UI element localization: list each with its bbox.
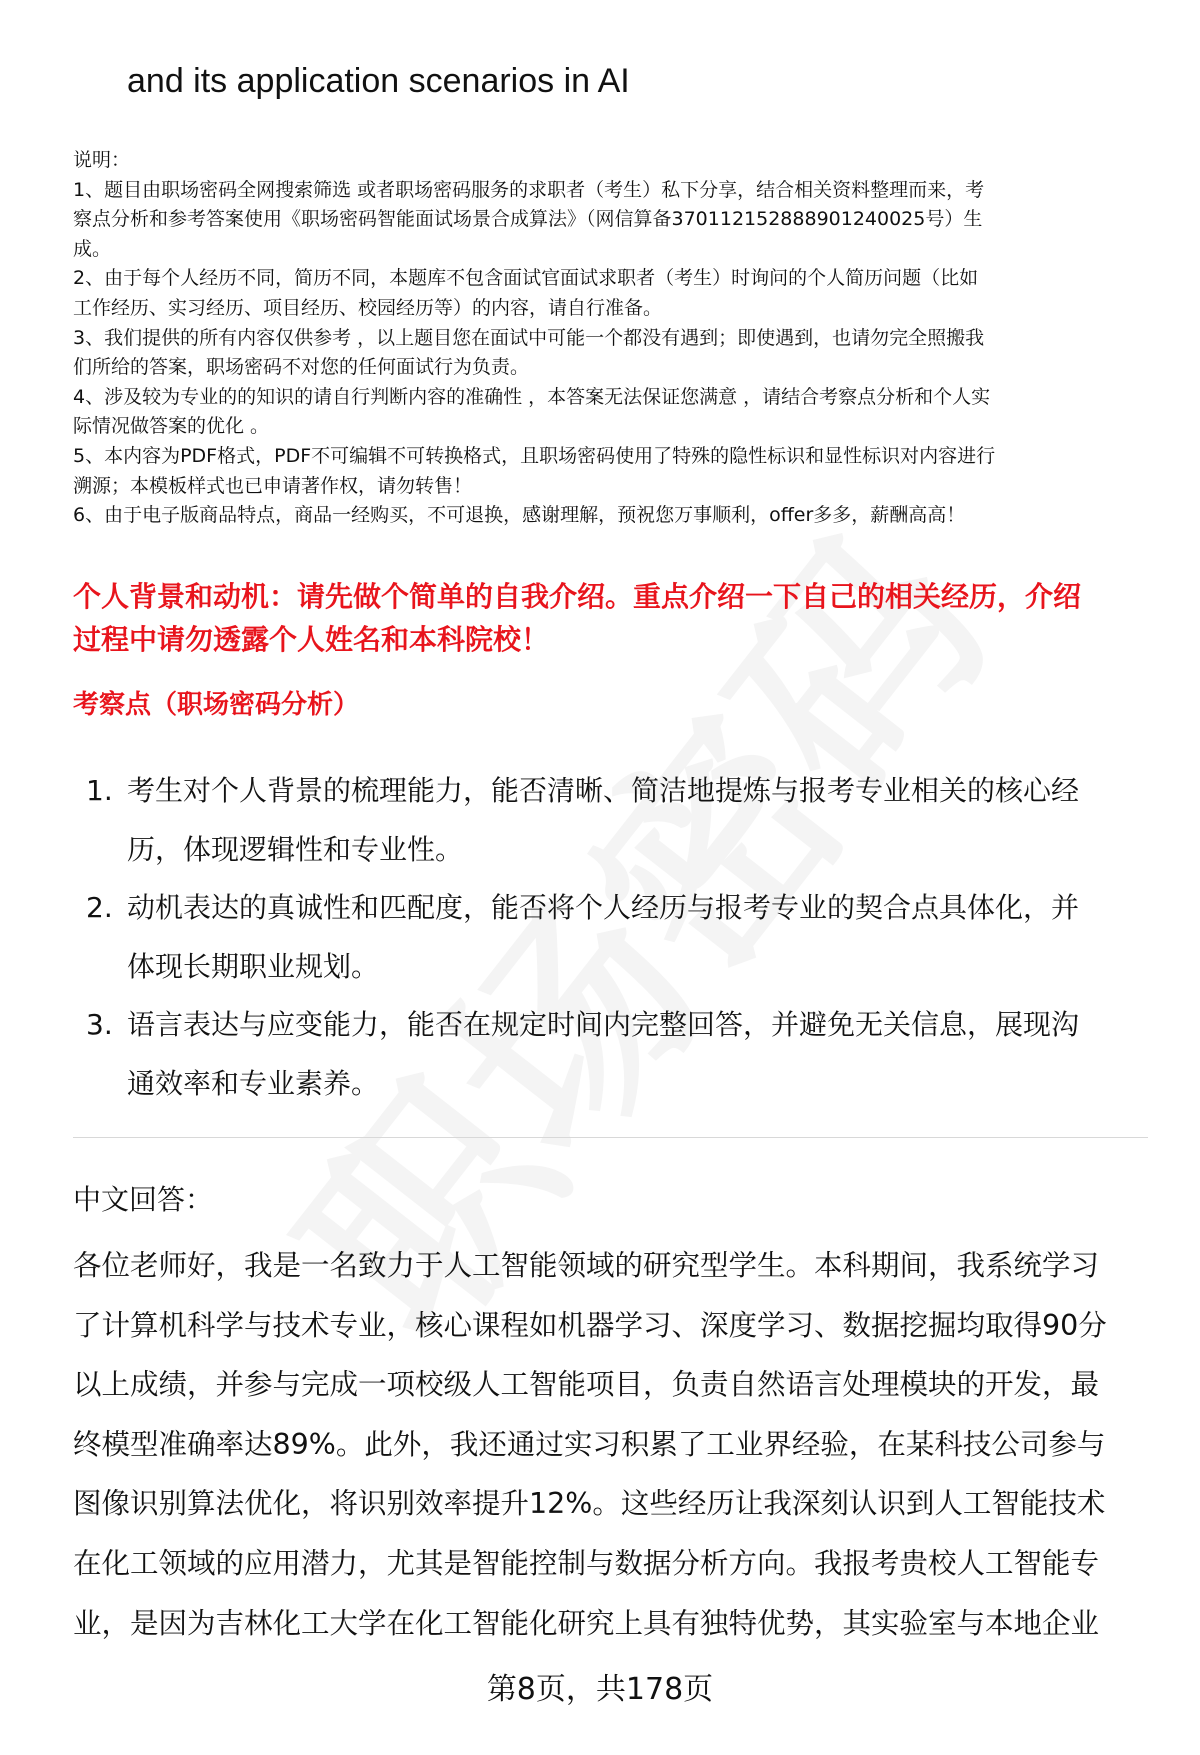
note-line: 际情况做答案的优化 。 <box>73 415 270 438</box>
assessment-points-heading: 考察点（职场密码分析） <box>73 690 360 720</box>
notes-heading: 说明： <box>73 149 131 171</box>
answer-line: 各位老师好，我是一名致力于人工智能领域的研究型学生。本科期间，我系统学习 <box>73 1249 1100 1282</box>
note-line: 5、本内容为PDF格式，PDF不可编辑不可转换格式，且职场密码使用了特殊的隐性标识和显性标识对内容进行 <box>73 444 996 467</box>
note-line: 们所给的答案，职场密码不对您的任何面试行为负责。 <box>73 356 530 379</box>
list-item-line: 语言表达与应变能力，能否在规定时间内完整回答，并避免无关信息，展现沟 <box>127 1008 1080 1041</box>
section-divider <box>73 1137 1148 1138</box>
note-line: 工作经历、实习经历、项目经历、校园经历等）的内容，请自行准备。 <box>73 296 663 319</box>
page-title: and its application scenarios in AI <box>127 62 630 100</box>
note-line: 察点分析和参考答案使用《职场密码智能面试场景合成算法》（网信算备370112152888901240025号）生 <box>73 208 983 231</box>
list-item-line: 考生对个人背景的梳理能力，能否清晰、简洁地提炼与报考专业相关的核心经 <box>127 774 1080 807</box>
list-item-line: 历，体现逻辑性和专业性。 <box>127 832 464 866</box>
list-item-line: 通效率和专业素养。 <box>127 1066 380 1100</box>
list-item <box>73 762 1173 879</box>
note-line: 成。 <box>73 237 112 260</box>
question-line: 过程中请勿透露个人姓名和本科院校！ <box>73 623 550 656</box>
list-item <box>73 879 1173 996</box>
note-line: 1、题目由职场密码全网搜索筛选 或者职场密码服务的求职者（考生）私下分享，结合相关资料整理而来，考 <box>73 178 985 201</box>
note-line: 6、由于电子版商品特点，商品一经购买，不可退换，感谢理解，预祝您万事顺利，offer多多，薪酬高高！ <box>73 504 966 527</box>
note-line: 2、由于每个人经历不同，简历不同，本题库不包含面试官面试求职者（考生）时询问的个人简历问题（比如 <box>73 267 979 290</box>
page-number-footer: 第8页，共178页 <box>486 1672 714 1707</box>
notes-section <box>73 146 1173 531</box>
note-line: 溯源；本模板样式也已申请著作权，请勿转售！ <box>73 474 473 497</box>
answer-line: 在化工领域的应用潜力，尤其是智能控制与数据分析方向。我报考贵校人工智能专 <box>73 1546 1100 1580</box>
list-item-line: 动机表达的真诚性和匹配度，能否将个人经历与报考专业的契合点具体化，并 <box>127 891 1080 924</box>
answer-line: 业，是因为吉林化工大学在化工智能化研究上具有独特优势，其实验室与本地企业 <box>73 1606 1100 1640</box>
list-item <box>73 996 1173 1113</box>
answer-line: 图像识别算法优化，将识别效率提升12%。这些经历让我深刻认识到人工智能技术 <box>73 1487 1106 1521</box>
answer-label: 中文回答： <box>73 1183 214 1216</box>
note-line: 3、我们提供的所有内容仅供参考 ，以上题目您在面试中可能一个都没有遇到；即使遇到，也请勿完全照搬我 <box>73 326 985 349</box>
answer-line: 以上成绩，并参与完成一项校级人工智能项目，负责自然语言处理模块的开发，最 <box>73 1368 1100 1402</box>
list-item-line: 体现长期职业规划。 <box>127 949 380 983</box>
answer-body <box>73 1236 1173 1653</box>
list-number: 3. <box>86 1008 113 1041</box>
assessment-points-list <box>73 762 1173 1113</box>
list-number: 1. <box>86 774 113 807</box>
answer-line: 终模型准确率达89%。此外，我还通过实习积累了工业界经验，在某科技公司参与 <box>73 1427 1106 1461</box>
question-line: 个人背景和动机：请先做个简单的自我介绍。重点介绍一下自己的相关经历，介绍 <box>73 580 1082 613</box>
interview-question <box>73 575 1081 661</box>
list-number: 2. <box>86 891 113 924</box>
answer-line: 了计算机科学与技术专业，核心课程如机器学习、深度学习、数据挖掘均取得90分 <box>73 1308 1107 1342</box>
note-line: 4、涉及较为专业的的知识的请自行判断内容的准确性 ，本答案无法保证您满意 ，请结合考察点分析和个人实 <box>73 385 991 408</box>
